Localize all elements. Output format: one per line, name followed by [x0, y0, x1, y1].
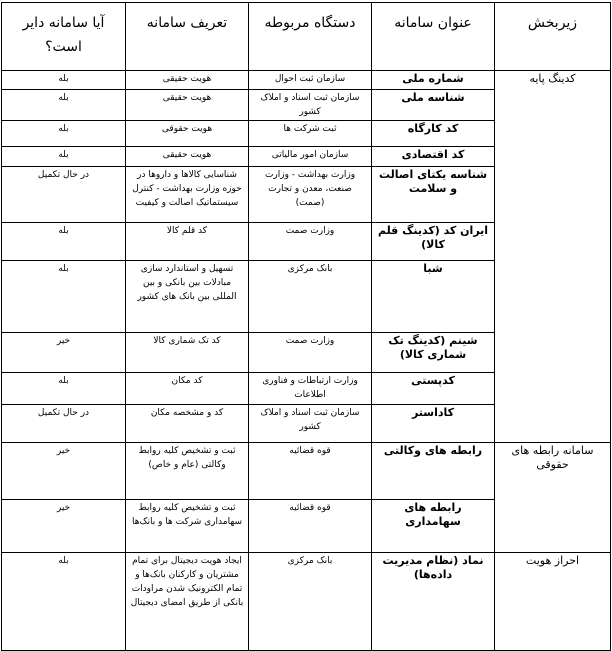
- status: در حال تکمیل: [2, 405, 126, 443]
- status: خیر: [2, 333, 126, 373]
- definition: هویت حقیقی: [126, 71, 249, 90]
- header-subsection: زیربخش: [495, 3, 611, 71]
- system-title: کد اقتصادی: [372, 147, 495, 167]
- system-title: شناسه ملی: [372, 90, 495, 121]
- status: بله: [2, 223, 126, 261]
- header-system-title: عنوان سامانه: [372, 3, 495, 71]
- definition: کد و مشخصه مکان: [126, 405, 249, 443]
- system-title: شینم (کدینگ تک شماری کالا): [372, 333, 495, 373]
- systems-table: [1, 2, 611, 651]
- status: خیر: [2, 443, 126, 500]
- table-row: [2, 71, 611, 90]
- status: بله: [2, 121, 126, 147]
- status: بله: [2, 90, 126, 121]
- section-authentication: احراز هویت: [495, 553, 611, 651]
- organization: بانک مرکزی: [249, 553, 372, 651]
- system-title: رابطه های سهامداری: [372, 500, 495, 553]
- table-row: [2, 553, 611, 651]
- section-basic-coding: کدینگ پایه: [495, 71, 611, 443]
- system-title: رابطه های وکالتی: [372, 443, 495, 500]
- system-title: کد کارگاه: [372, 121, 495, 147]
- definition: هویت حقوقی: [126, 121, 249, 147]
- table-header-row: [2, 3, 611, 71]
- system-title: شناسه یکتای اصالت و سلامت: [372, 167, 495, 223]
- definition: هویت حقیقی: [126, 90, 249, 121]
- status: در حال تکمیل: [2, 167, 126, 223]
- status: بله: [2, 261, 126, 333]
- table-row: [2, 443, 611, 500]
- organization: قوه قضائیه: [249, 500, 372, 553]
- status: بله: [2, 553, 126, 651]
- definition: کد تک شماری کالا: [126, 333, 249, 373]
- definition: ایجاد هویت دیجیتال برای تمام مشتریان و کارکنان بانک‌ها و تمام الکترونیک شدن مراودات بانکی از طریق امضای دیجیتال: [126, 553, 249, 651]
- organization: سازمان ثبت اسناد و املاک کشور: [249, 90, 372, 121]
- organization: سازمان ثبت اسناد و املاک کشور: [249, 405, 372, 443]
- definition: شناسایی کالاها و داروها در حوزه وزارت بهداشت - کنترل سیستماتیک اصالت و کیفیت: [126, 167, 249, 223]
- system-title: شماره ملی: [372, 71, 495, 90]
- definition: کد قلم کالا: [126, 223, 249, 261]
- system-title: کاداستر: [372, 405, 495, 443]
- status: بله: [2, 71, 126, 90]
- organization: قوه قضائیه: [249, 443, 372, 500]
- system-title: شبا: [372, 261, 495, 333]
- status: بله: [2, 147, 126, 167]
- status: بله: [2, 373, 126, 405]
- organization: وزارت صمت: [249, 223, 372, 261]
- system-title: نماد (نظام مدیریت داده‌ها): [372, 553, 495, 651]
- definition: کد مکان: [126, 373, 249, 405]
- header-is-active: آیا سامانه دایر است؟: [2, 3, 126, 71]
- organization: وزارت ارتباطات و فناوری اطلاعات: [249, 373, 372, 405]
- system-title: کدپستی: [372, 373, 495, 405]
- header-organization: دستگاه مربوطه: [249, 3, 372, 71]
- organization: سازمان ثبت احوال: [249, 71, 372, 90]
- system-title: ایران کد (کدینگ قلم کالا): [372, 223, 495, 261]
- header-definition: تعریف سامانه: [126, 3, 249, 71]
- definition: هویت حقیقی: [126, 147, 249, 167]
- organization: وزارت بهداشت - وزارت صنعت، معدن و تجارت (صمت): [249, 167, 372, 223]
- organization: سازمان امور مالیاتی: [249, 147, 372, 167]
- organization: ثبت شرکت ها: [249, 121, 372, 147]
- status: خیر: [2, 500, 126, 553]
- definition: تسهیل و استاندارد سازی مبادلات بین بانکی و بین المللی بین بانک های کشور: [126, 261, 249, 333]
- section-legal-relations: سامانه رابطه های حقوقی: [495, 443, 611, 553]
- definition: ثبت و تشخیص کلیه روابط وکالتی (عام و خاص): [126, 443, 249, 500]
- organization: بانک مرکزی: [249, 261, 372, 333]
- organization: وزارت صمت: [249, 333, 372, 373]
- definition: ثبت و تشخیص کلیه روابط سهامداری شرکت ها و بانک‌ها: [126, 500, 249, 553]
